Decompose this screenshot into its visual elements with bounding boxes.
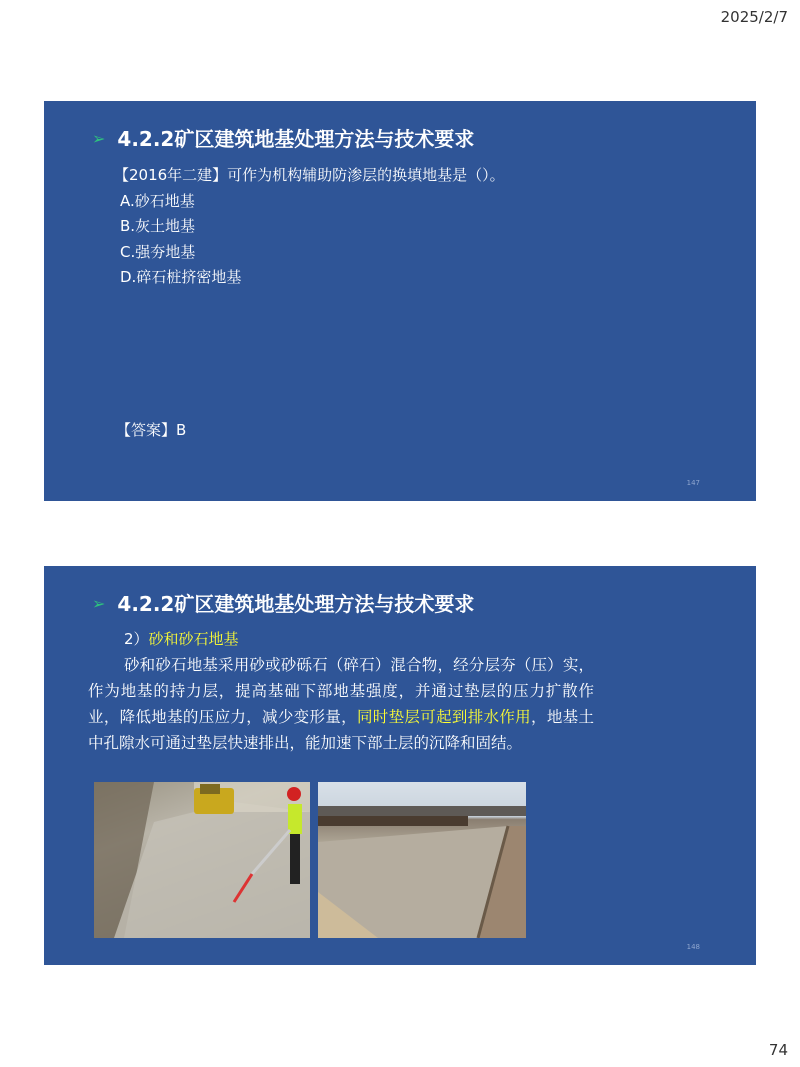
photo-gravel-compaction <box>94 782 310 938</box>
option-c: C.强夯地基 <box>120 242 196 261</box>
option-a: A.砂石地基 <box>120 191 195 210</box>
body-paragraph <box>88 652 594 756</box>
paragraph-text-1: 砂和砂石地基采用砂或砂砾石（碎石）混合物，经分层夯（压）实，作为地基的持力层，提高基础下部地基强度，并通过垫层的压力扩散作业，降低地基的压应力，减少变形量， <box>88 656 594 726</box>
slide-title <box>92 123 474 152</box>
slide-title-text: 4.2.2矿区建筑地基处理方法与技术要求 <box>117 592 475 616</box>
slide-title-text: 4.2.2矿区建筑地基处理方法与技术要求 <box>117 127 475 151</box>
answer-text: 【答案】B <box>116 421 187 439</box>
photo-gravel-bed-site-drawing <box>318 782 526 938</box>
photo-gravel-bed-site <box>318 782 526 938</box>
paragraph-highlight: 同时垫层可起到排水作用 <box>356 708 532 726</box>
option-b: B.灰土地基 <box>120 217 196 235</box>
subheading-prefix: 2） <box>124 630 149 648</box>
photo-gravel-compaction-drawing <box>94 782 310 938</box>
subheading-highlight: 砂和砂石地基 <box>148 630 239 648</box>
paragraph-text-2: ，地基土中孔隙水可通过垫层快速排出，能加速下部土层的沉降和固结。 <box>88 708 594 752</box>
slide-title <box>92 588 474 617</box>
subheading <box>124 628 239 649</box>
option-d: D.碎石桩挤密地基 <box>120 268 242 286</box>
question-block <box>114 163 505 291</box>
arrow-bullet-icon: ➢ <box>92 594 106 613</box>
page-number: 74 <box>768 1041 788 1059</box>
page-date: 2025/2/7 <box>720 8 788 26</box>
arrow-bullet-icon: ➢ <box>92 129 106 148</box>
question-text: 【2016年二建】可作为机构辅助防渗层的换填地基是（）。 <box>114 166 505 184</box>
slide-148 <box>44 566 756 965</box>
slide-147 <box>44 101 756 501</box>
slide-number: 147 <box>686 479 700 487</box>
slide-number: 148 <box>686 943 700 951</box>
